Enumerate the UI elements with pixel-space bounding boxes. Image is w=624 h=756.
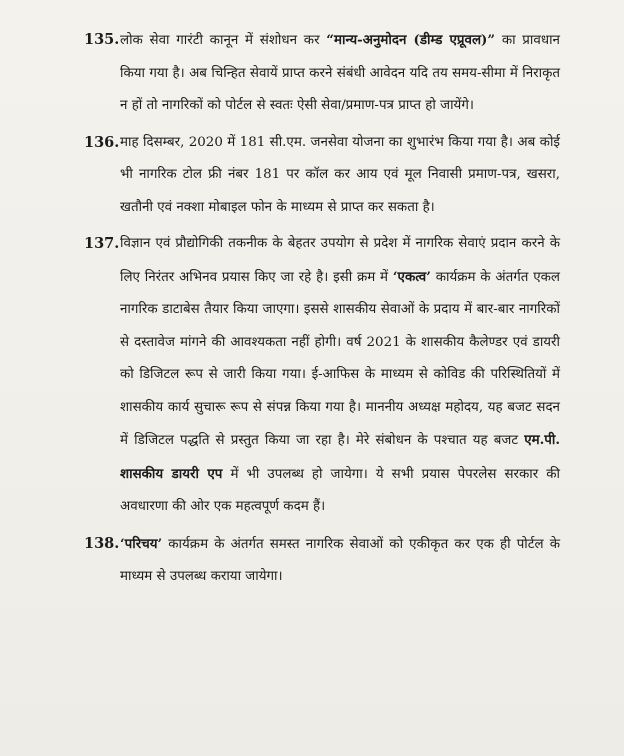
paragraph-138 xyxy=(84,528,560,594)
paragraph-136 xyxy=(84,127,560,225)
paragraph-135 xyxy=(84,24,560,123)
paragraph-number: 138. xyxy=(84,534,120,552)
text-segment: माह दिसम्बर, 2020 में 181 सी.एम. जनसेवा योजना का शुभारंभ किया गया है। अब कोई भी नागरिक टोल फ्री नंबर 181 पर कॉल कर आय एवं मूल निवासी प्रमाण-पत्र, खसरा, खतौनी एवं नक्शा मोबाइल फोन के माध्यम से प्राप्त कर सकता है। xyxy=(120,134,560,215)
text-segment: में भी उपलब्ध हो जायेगा। ये सभी प्रयास पेपरलेस सरकार की अवधारणा की ओर एक महत्वपूर्ण कदम हैं। xyxy=(120,466,560,514)
paragraph-text xyxy=(120,528,560,594)
text-segment: कार्यक्रम के अंतर्गत एकल नागरिक डाटाबेस तैयार किया जाएगा। इससे शासकीय सेवाओं के प्रदाय में बार-बार नागरिकों से दस्तावेज मांगने की आवश्यकता नहीं होगी। वर्ष 2021 के शासकीय कैलेण्डर एवं डायरी को डिजिटल रूप से जारी किया गया। ई-आफिस के माध्यम से कोविड की परिस्थितियों में शासकीय कार्य सुचारू रूप से संपन्न किया गया है। माननीय अध्यक्ष महोदय, यह बजट सदन में डिजिटल पद्धति से प्रस्तुत किया जा रहा है। मेरे संबोधन के पश्चात यह बजट xyxy=(120,269,560,448)
document-body xyxy=(84,24,560,598)
paragraph-text xyxy=(120,24,560,123)
paragraph-text xyxy=(120,127,560,225)
paragraph-number: 136. xyxy=(84,133,120,151)
bold-term-parichay: ‘परिचय’ xyxy=(120,535,163,552)
text-segment: लोक सेवा गारंटी कानून में संशोधन कर xyxy=(120,33,327,48)
paragraph-number: 137. xyxy=(84,235,120,252)
bold-term-deemed-approval: “मान्य-अनुमोदन (डीम्ड एप्रूवल)” xyxy=(326,32,496,48)
bleed-through-text xyxy=(0,2,624,24)
text-segment: का प्रावधान किया गया है। अब चिन्हित सेवायें प्राप्त करने संबंधी आवेदन यदि तय समय-सीमा में निराकृत न हों तो नागरिकों को पोर्टल से स्वतः ऐसी सेवा/प्रमाण-पत्र प्राप्त हो जायेंगे। xyxy=(120,33,560,113)
text-segment: कार्यक्रम के अंतर्गत समस्त नागरिक सेवाओं को एकीकृत कर एक ही पोर्टल के माध्यम से उपलब्ध कराया जायेगा। xyxy=(120,536,560,584)
paragraph-text xyxy=(120,228,560,524)
bold-term-diary-app: एम.पी. शासकीय डायरी एप xyxy=(120,432,560,482)
paragraph-number: 135. xyxy=(84,31,120,48)
paragraph-137 xyxy=(84,228,560,524)
text-segment: विज्ञान एवं प्रौद्योगिकी तकनीक के बेहतर उपयोग से प्रदेश में नागरिक सेवाएं प्रदान करने के लिए निरंतर अभिनव प्रयास किए जा रहे है। इसी क्रम में xyxy=(120,236,560,285)
bold-term-ekatva: ‘एकत्व’ xyxy=(392,268,431,285)
